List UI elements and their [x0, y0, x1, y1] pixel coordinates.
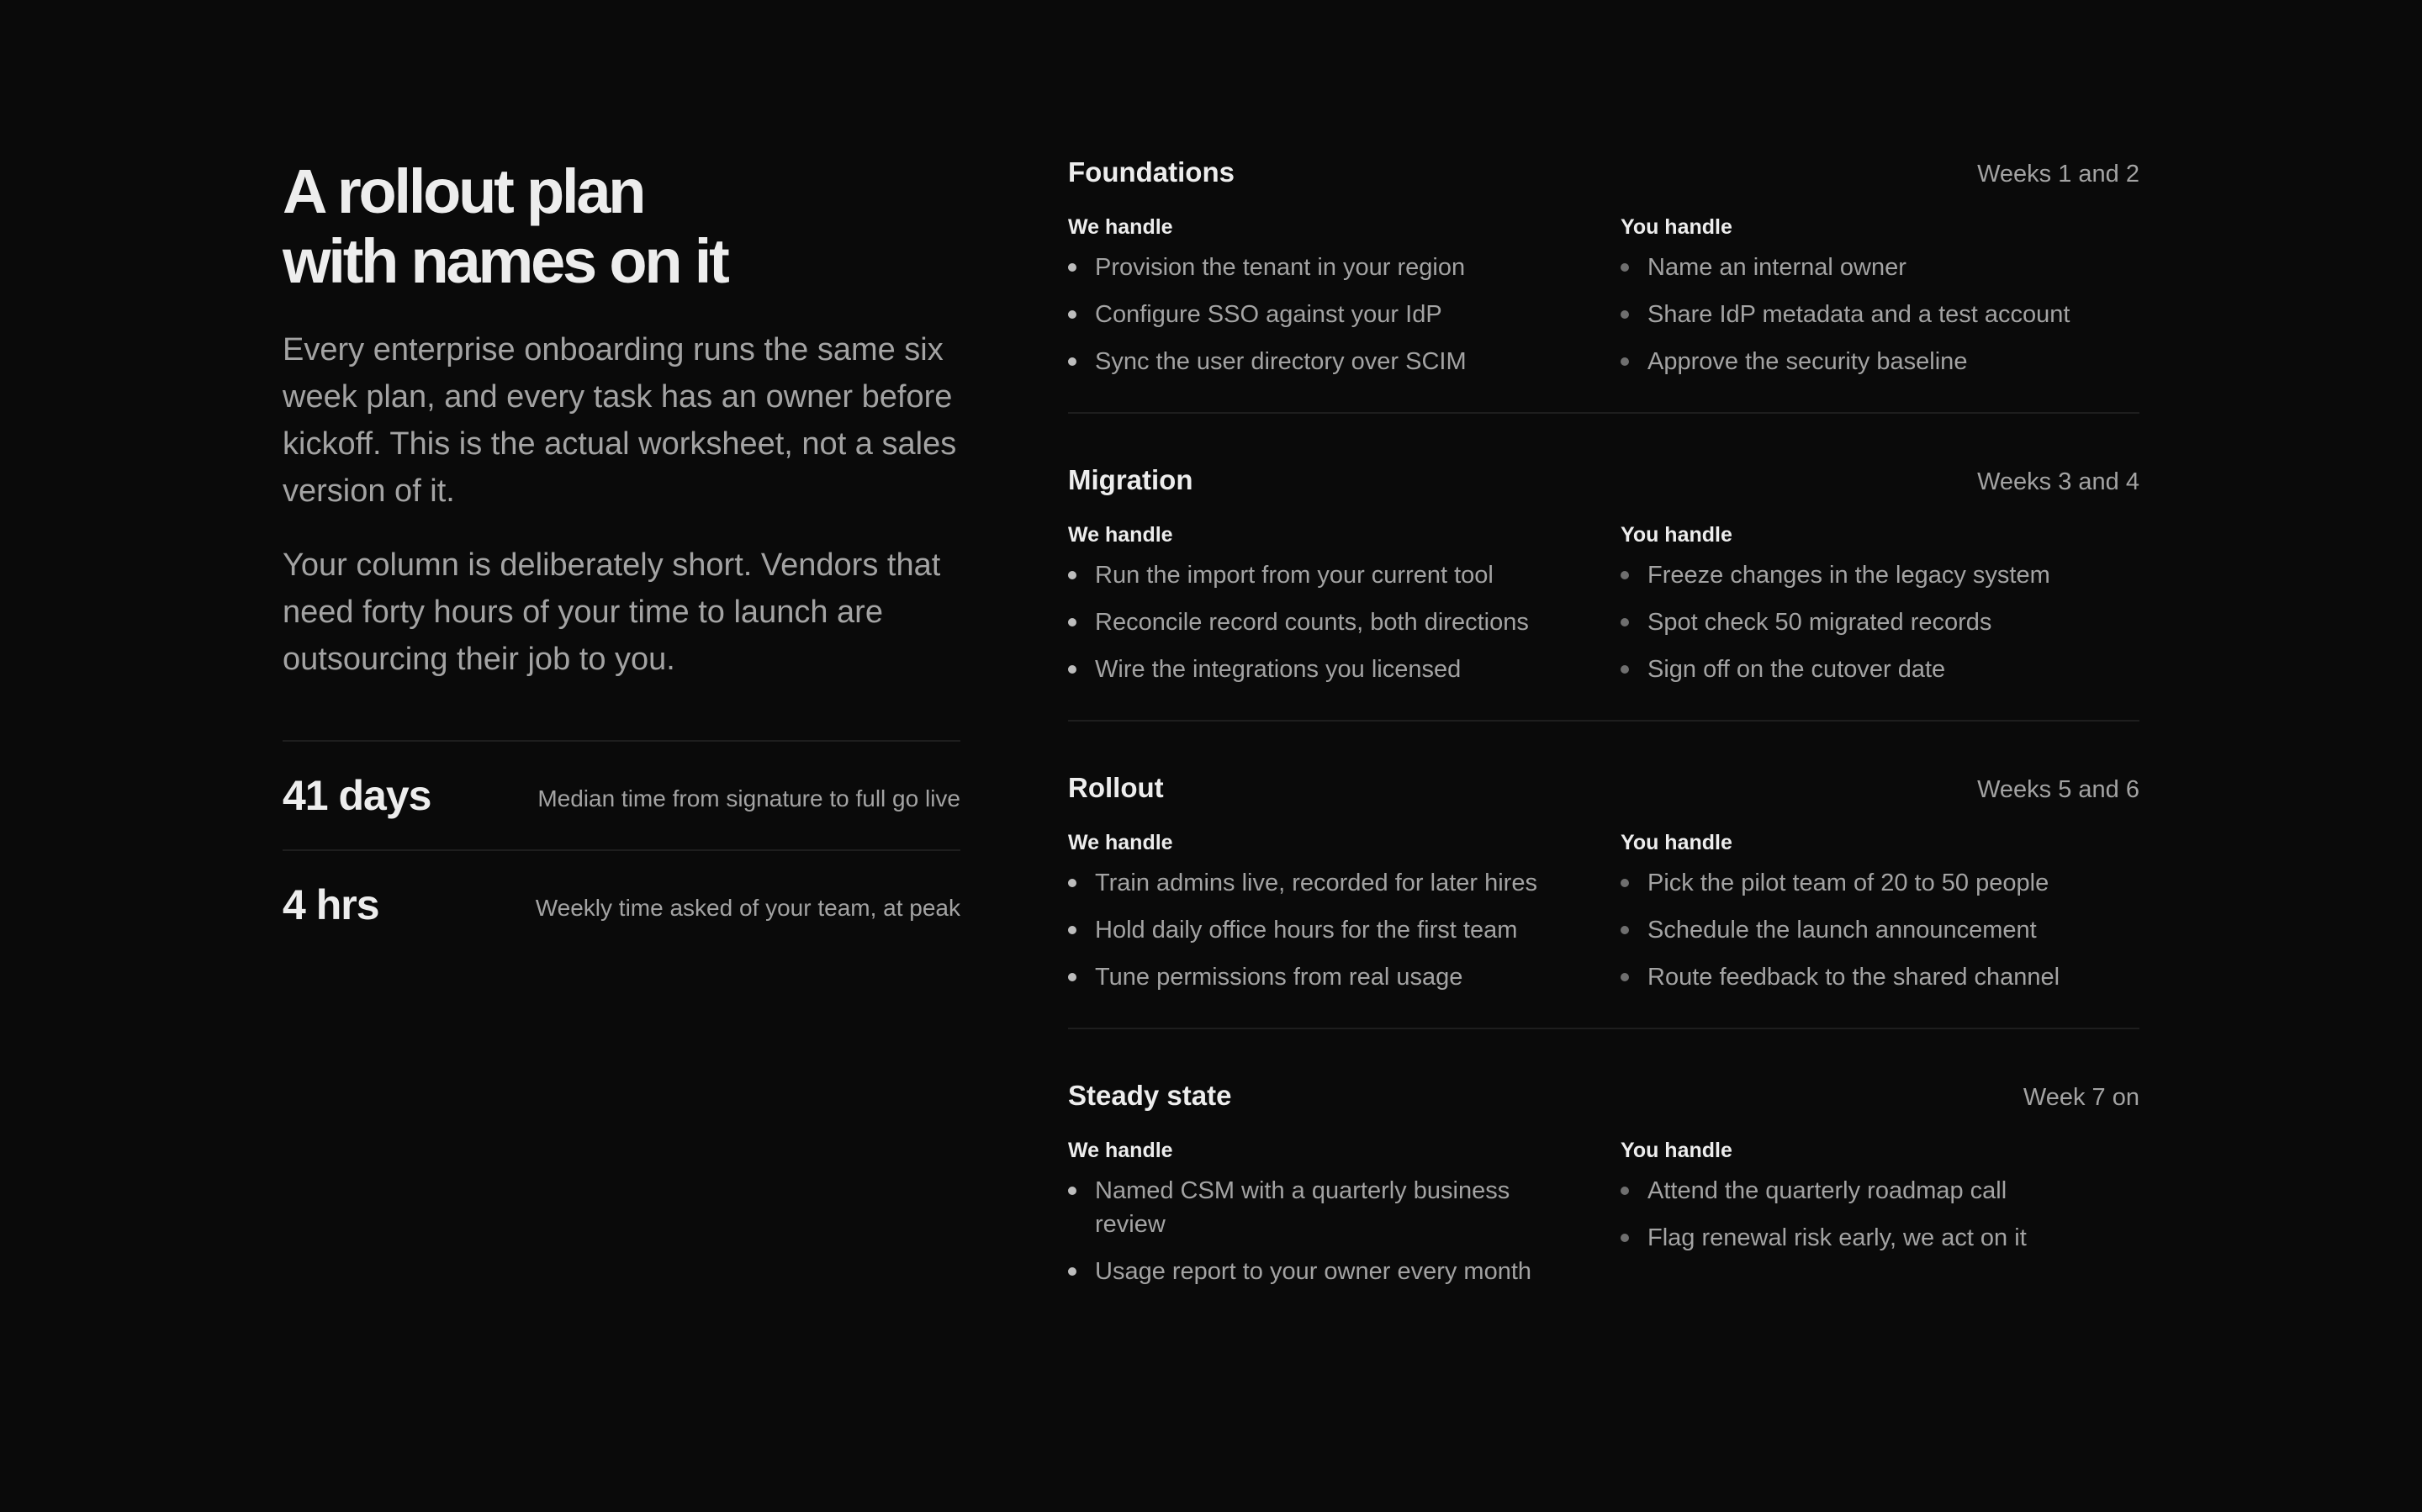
- task-text: Reconcile record counts, both directions: [1095, 609, 1529, 636]
- phase-rollout: [1068, 772, 2139, 1029]
- bullet-icon: [1621, 571, 1629, 579]
- phase-columns: [1068, 520, 2139, 686]
- page-title-line-1: A rollout plan: [283, 156, 644, 226]
- stat-value: 4 hrs: [283, 881, 379, 928]
- phase-header: [1068, 464, 2139, 505]
- bullet-icon: [1621, 357, 1629, 366]
- phase-steady-state: [1068, 1080, 2139, 1322]
- we-handle-list: [1068, 1174, 1621, 1288]
- phase-migration: [1068, 464, 2139, 722]
- intro-column: [283, 156, 960, 959]
- task-text: Run the import from your current tool: [1095, 562, 1494, 589]
- phase-weeks: Weeks 5 and 6: [1977, 776, 2139, 803]
- we-handle-list: [1068, 251, 1621, 378]
- task-item: [1621, 298, 2118, 331]
- bullet-icon: [1068, 973, 1076, 981]
- you-handle-column: [1621, 212, 2139, 378]
- you-handle-label: You handle: [1621, 1139, 1732, 1162]
- you-handle-column: [1621, 827, 2139, 994]
- task-text: Usage report to your owner every month: [1095, 1258, 1532, 1285]
- task-item: [1068, 251, 1566, 284]
- task-text: Flag renewal risk early, we act on it: [1647, 1224, 2027, 1251]
- task-item: [1621, 1174, 2118, 1208]
- stat-value: 41 days: [283, 772, 431, 819]
- task-item: [1068, 298, 1566, 331]
- intro-paragraph-2: Your column is deliberately short. Vendors that need forty hours of your time to launch are outsourcing their job to you.: [283, 547, 941, 677]
- bullet-icon: [1068, 1267, 1076, 1276]
- task-text: Route feedback to the shared channel: [1647, 964, 2060, 991]
- bullet-icon: [1621, 879, 1629, 887]
- task-text: Named CSM with a quarterly business review: [1095, 1177, 1510, 1238]
- task-item: [1621, 866, 2118, 900]
- task-text: Attend the quarterly roadmap call: [1647, 1177, 2007, 1204]
- task-text: Provision the tenant in your region: [1095, 254, 1466, 281]
- we-handle-label: We handle: [1068, 831, 1173, 854]
- intro-paragraph-1: Every enterprise onboarding runs the same six week plan, and every task has an owner before kickoff. This is the actual worksheet, not a sales version of it.: [283, 332, 957, 509]
- phase-title: Migration: [1068, 464, 1193, 495]
- task-text: Tune permissions from real usage: [1095, 964, 1463, 991]
- bullet-icon: [1068, 571, 1076, 579]
- we-handle-list: [1068, 866, 1621, 994]
- stat-weekly-time: [283, 851, 960, 959]
- task-text: Schedule the launch announcement: [1647, 917, 2037, 944]
- task-text: Sync the user directory over SCIM: [1095, 348, 1467, 375]
- phase-columns: [1068, 212, 2139, 378]
- task-item: [1621, 1221, 2118, 1255]
- you-handle-list: [1621, 1174, 2139, 1255]
- bullet-icon: [1621, 973, 1629, 981]
- we-handle-column: [1068, 212, 1621, 378]
- task-item: [1068, 1255, 1566, 1288]
- bullet-icon: [1068, 310, 1076, 319]
- phase-weeks: Weeks 1 and 2: [1977, 161, 2139, 188]
- task-item: [1068, 866, 1566, 900]
- we-handle-label: We handle: [1068, 523, 1173, 547]
- we-handle-list: [1068, 558, 1621, 686]
- task-item: [1621, 653, 2118, 686]
- task-item: [1068, 558, 1566, 592]
- task-text: Name an internal owner: [1647, 254, 1906, 281]
- task-item: [1621, 251, 2118, 284]
- bullet-icon: [1068, 263, 1076, 272]
- phase-header: [1068, 772, 2139, 812]
- task-item: [1068, 960, 1566, 994]
- bullet-icon: [1068, 665, 1076, 674]
- task-text: Sign off on the cutover date: [1647, 656, 1946, 683]
- task-item: [1621, 913, 2118, 947]
- phase-title: Rollout: [1068, 772, 1164, 803]
- page: [283, 0, 2139, 1512]
- phase-header: [1068, 156, 2139, 197]
- stat-label: Weekly time asked of your team, at peak: [535, 895, 960, 921]
- task-text: Spot check 50 migrated records: [1647, 609, 1992, 636]
- we-handle-label: We handle: [1068, 1139, 1173, 1162]
- you-handle-column: [1621, 1135, 2139, 1288]
- phase-columns: [1068, 827, 2139, 994]
- we-handle-column: [1068, 1135, 1621, 1288]
- task-text: Configure SSO against your IdP: [1095, 301, 1442, 328]
- task-text: Approve the security baseline: [1647, 348, 1968, 375]
- you-handle-label: You handle: [1621, 215, 1732, 239]
- task-text: Freeze changes in the legacy system: [1647, 562, 2050, 589]
- task-item: [1068, 345, 1566, 378]
- task-text: Pick the pilot team of 20 to 50 people: [1647, 870, 2049, 896]
- you-handle-list: [1621, 866, 2139, 994]
- bullet-icon: [1621, 310, 1629, 319]
- page-title-line-2: with names on it: [283, 226, 727, 296]
- stats-list: [283, 740, 960, 959]
- phase-title: Foundations: [1068, 156, 1235, 188]
- task-item: [1068, 913, 1566, 947]
- bullet-icon: [1068, 618, 1076, 626]
- you-handle-list: [1621, 251, 2139, 378]
- bullet-icon: [1621, 926, 1629, 934]
- task-item: [1621, 345, 2118, 378]
- phase-title: Steady state: [1068, 1080, 1232, 1111]
- task-item: [1621, 960, 2118, 994]
- bullet-icon: [1068, 357, 1076, 366]
- phase-foundations: [1068, 156, 2139, 414]
- bullet-icon: [1621, 665, 1629, 674]
- bullet-icon: [1068, 1187, 1076, 1195]
- you-handle-list: [1621, 558, 2139, 686]
- bullet-icon: [1621, 1187, 1629, 1195]
- task-item: [1068, 1174, 1566, 1241]
- stat-label: Median time from signature to full go live: [537, 785, 960, 812]
- task-item: [1621, 605, 2118, 639]
- you-handle-column: [1621, 520, 2139, 686]
- task-item: [1621, 558, 2118, 592]
- task-text: Share IdP metadata and a test account: [1647, 301, 2070, 328]
- page-title: [283, 156, 960, 296]
- phase-header: [1068, 1080, 2139, 1120]
- we-handle-column: [1068, 827, 1621, 994]
- you-handle-label: You handle: [1621, 831, 1732, 854]
- task-text: Wire the integrations you licensed: [1095, 656, 1462, 683]
- phase-columns: [1068, 1135, 2139, 1288]
- bullet-icon: [1621, 1234, 1629, 1242]
- bullet-icon: [1068, 879, 1076, 887]
- we-handle-column: [1068, 520, 1621, 686]
- task-text: Train admins live, recorded for later hires: [1095, 870, 1537, 896]
- phases-column: [1068, 156, 2139, 1322]
- task-item: [1068, 653, 1566, 686]
- bullet-icon: [1621, 263, 1629, 272]
- task-text: Hold daily office hours for the first team: [1095, 917, 1518, 944]
- we-handle-label: We handle: [1068, 215, 1173, 239]
- bullet-icon: [1621, 618, 1629, 626]
- task-item: [1068, 605, 1566, 639]
- bullet-icon: [1068, 926, 1076, 934]
- you-handle-label: You handle: [1621, 523, 1732, 547]
- phase-weeks: Weeks 3 and 4: [1977, 468, 2139, 495]
- phase-weeks: Week 7 on: [2023, 1084, 2139, 1111]
- stat-go-live: [283, 742, 960, 851]
